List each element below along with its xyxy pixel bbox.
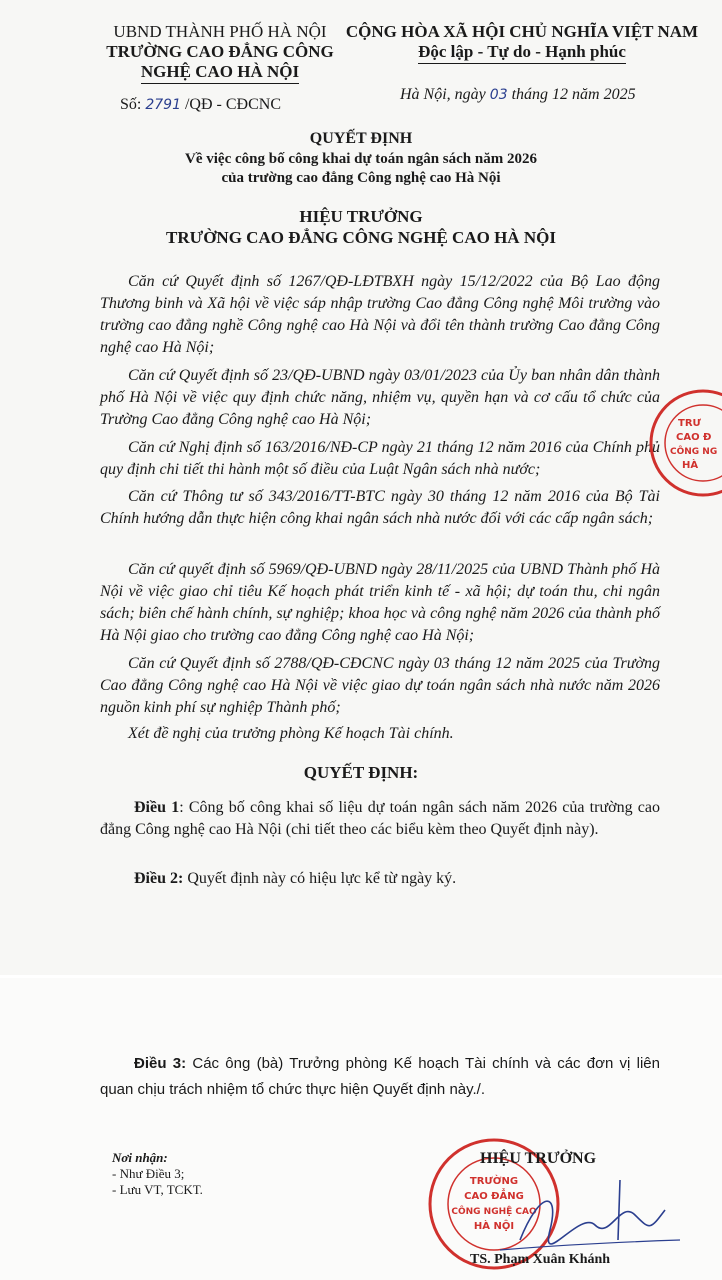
motto: Độc lập - Tự do - Hạnh phúc [418, 42, 626, 64]
so-suffix: /QĐ - CĐCNC [184, 96, 281, 113]
issue-date [400, 86, 636, 104]
signer-name: TS. Phạm Xuân Khánh [470, 1252, 611, 1267]
svg-text:CAO ĐẲNG: CAO ĐẲNG [464, 1191, 524, 1202]
basis-paragraph: Căn cứ Quyết định số 1267/QĐ-LĐTBXH ngày 15/12/2022 của Bộ Lao động Thương binh và Xã hội về việc sáp nhập trường Cao đẳng Công nghệ Môi trường vào trường cao đẳng nghề Công nghệ cao Hà Nội và đổi tên thành trường Cao đẳng Công nghệ cao Hà Nội; [100, 273, 660, 356]
article-3: Điều 3: Các ông (bà) Trưởng phòng Kế hoạch Tài chính và các đơn vị liên quan chịu trách nhiệm tổ chức thực hiện Quyết định này./. [100, 1055, 660, 1098]
svg-text:CAO Đ: CAO Đ [676, 432, 712, 443]
authority-subtitle: TRƯỜNG CAO ĐẲNG CÔNG NGHỆ CAO HÀ NỘI [166, 228, 556, 247]
org-line-2: TRƯỜNG CAO ĐẲNG CÔNG [106, 42, 334, 61]
receivers-block [112, 1150, 203, 1198]
org-line-1: UBND THÀNH PHỐ HÀ NỘI [113, 22, 327, 41]
date-prefix: Hà Nội, ngày [400, 86, 486, 103]
svg-text:HÀ NỘI: HÀ NỘI [473, 1221, 515, 1232]
handwritten-signature [500, 1170, 680, 1260]
article-2: Điều 2: Quyết định này có hiệu lực kể từ ngày ký. [134, 870, 457, 887]
svg-text:CÔNG NG: CÔNG NG [670, 447, 718, 457]
svg-text:CÔNG NGHỆ CAO: CÔNG NGHỆ CAO [451, 1207, 537, 1217]
document-title: QUYẾT ĐỊNH [309, 130, 413, 147]
org-line-3: NGHỆ CAO HÀ NỘI [141, 62, 299, 84]
so-label: Số: [120, 96, 142, 113]
svg-text:HÀ: HÀ [682, 460, 699, 471]
issuing-organization [80, 22, 360, 84]
document-subtitle-2: của trường cao đẳng Công nghệ cao Hà Nội [221, 170, 501, 186]
official-stamp-side [648, 388, 722, 498]
document-subtitle-1: Về việc công bố công khai dự toán ngân sách năm 2026 [185, 151, 537, 167]
country-name: CỘNG HÒA XÃ HỘI CHỦ NGHĨA VIỆT NAM [345, 22, 699, 41]
national-header [322, 22, 722, 64]
basis-paragraph: Căn cứ Quyết định số 23/QĐ-UBND ngày 03/01/2023 của Ủy ban nhân dân thành phố Hà Nội về việc quy định chức năng, nhiệm vụ, quyền hạn và cơ cấu tổ chức của Trường Cao đẳng Công nghệ cao Hà Nội; [100, 367, 660, 428]
svg-text:TRƯỜNG: TRƯỜNG [469, 1176, 519, 1187]
article-1: Điều 1: Công bố công khai số liệu dự toán ngân sách năm 2026 của trường cao đẳng Công nghệ cao Hà Nội (chi tiết theo các biểu kèm theo Quyết định này). [100, 799, 661, 838]
date-day: 03 [489, 87, 508, 103]
authority-title: HIỆU TRƯỞNG [299, 207, 423, 226]
basis-paragraph: Căn cứ Thông tư số 343/2016/TT-BTC ngày 30 tháng 12 năm 2016 của Bộ Tài Chính hướng dẫn thực hiện công khai ngân sách nhà nước đối với các cấp ngân sách; [100, 488, 660, 527]
receiver-item: - Lưu VT, TCKT. [112, 1182, 203, 1197]
so-number: 2791 [145, 97, 181, 113]
svg-text:TRƯ: TRƯ [678, 418, 701, 429]
document-number [120, 96, 281, 114]
basis-paragraph: Căn cứ Quyết định số 2788/QĐ-CĐCNC ngày 03 tháng 12 năm 2025 của Trường Cao đẳng Công nghệ cao Hà Nội về việc giao dự toán ngân sách nhà nước năm 2026 nguồn kinh phí sự nghiệp Thành phố; [100, 655, 660, 716]
basis-paragraph: Căn cứ Nghị định số 163/2016/NĐ-CP ngày 21 tháng 12 năm 2016 của Chính phủ quy định chi tiết thi hành một số điều của Luật Ngân sách nhà nước; [100, 439, 660, 478]
date-suffix: tháng 12 năm 2025 [511, 86, 636, 103]
receivers-label: Nơi nhận: [112, 1150, 168, 1165]
basis-paragraph: Căn cứ quyết định số 5969/QĐ-UBND ngày 28/11/2025 của UBND Thành phố Hà Nội về việc giao chỉ tiêu Kế hoạch phát triển kinh tế - xã hội; dự toán thu, chi ngân sách; biên chế hành chính, sự nghiệp; khoa học và công nghệ năm 2026 của thành phố Hà Nội giao cho trường cao đẳng Công nghệ cao Hà Nội; [100, 561, 660, 644]
decision-heading: QUYẾT ĐỊNH: [303, 763, 419, 782]
receiver-item: - Như Điều 3; [112, 1166, 185, 1181]
signer-title: HIỆU TRƯỞNG [480, 1150, 597, 1167]
basis-paragraph: Xét đề nghị của trưởng phòng Kế hoạch Tài chính. [128, 725, 454, 742]
